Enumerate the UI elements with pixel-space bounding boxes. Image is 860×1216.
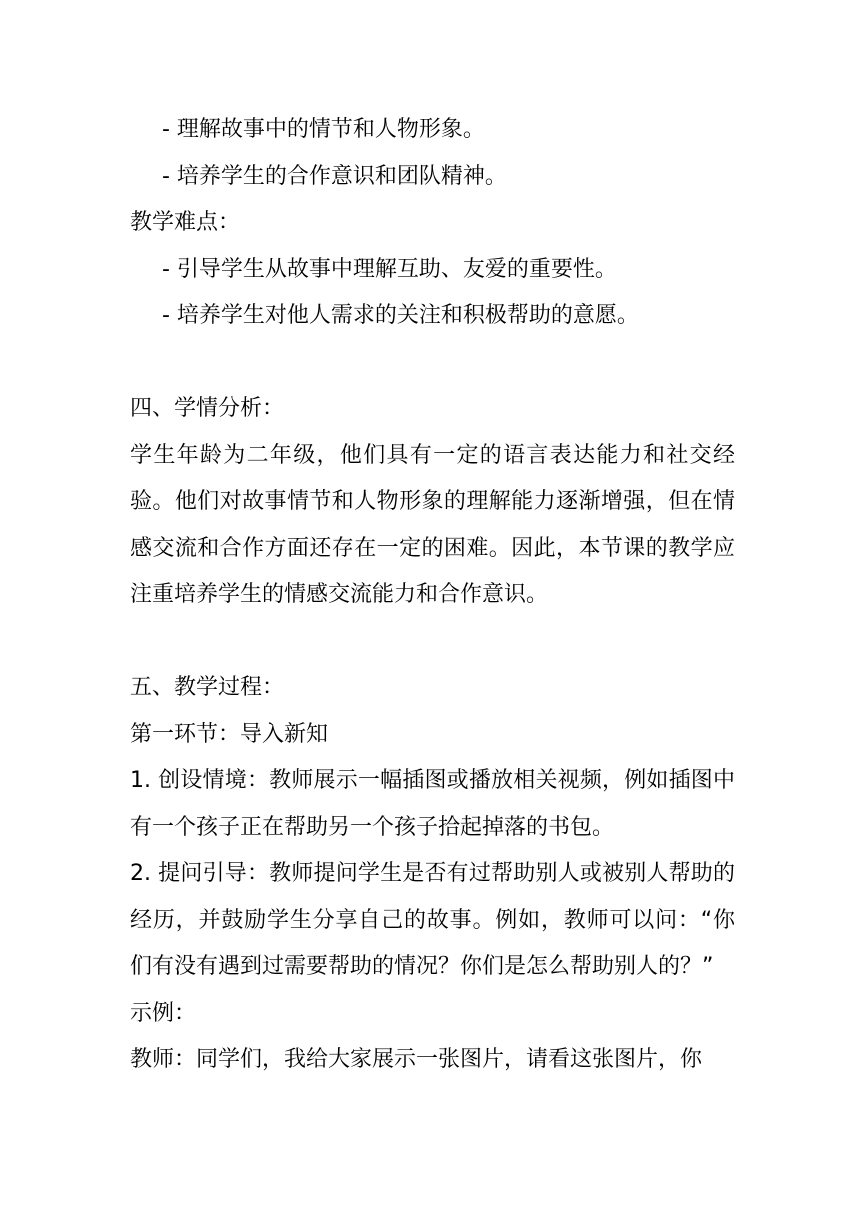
process-item-1: 1. 创设情境：教师展示一幅插图或播放相关视频，例如插图中有一个孩子正在帮助另一个孩子拾起掉落的书包。 [130,768,735,840]
step-1-heading: 第一环节：导入新知 [130,721,329,747]
process-item-2: 2. 提问引导：教师提问学生是否有过帮助别人或被别人帮助的经历，并鼓励学生分享自己的故事。例如，教师可以问：“你们有没有遇到过需要帮助的情况？你们是怎么帮助别人的？” [130,861,735,979]
difficulty-item: - 培养学生对他人需求的关注和积极帮助的意愿。 [162,303,639,328]
teacher-dialogue-line: 教师：同学们，我给大家展示一张图片，请看这张图片，你 [130,1047,703,1072]
section-4-heading: 四、学情分析： [130,396,285,421]
difficulty-item: - 引导学生从故事中理解互助、友爱的重要性。 [162,256,617,282]
blank-line [130,340,735,387]
blank-line [130,619,735,666]
objective-item: - 培养学生的合作意识和团队精神。 [162,163,507,189]
objective-item: - 理解故事中的情节和人物形象。 [162,117,485,142]
section-5-heading: 五、教学过程： [130,675,285,700]
example-label: 示例： [130,1000,197,1026]
difficulties-heading: 教学难点： [130,210,241,235]
learner-analysis-paragraph: 学生年龄为二年级，他们具有一定的语言表达能力和社交经验。他们对故事情节和人物形象的理解能力逐渐增强，但在情感交流和合作方面还存在一定的困难。因此，本节课的教学应注重培养学生的情感交流能力和合作意识。 [130,442,735,607]
document-page [130,107,735,1084]
